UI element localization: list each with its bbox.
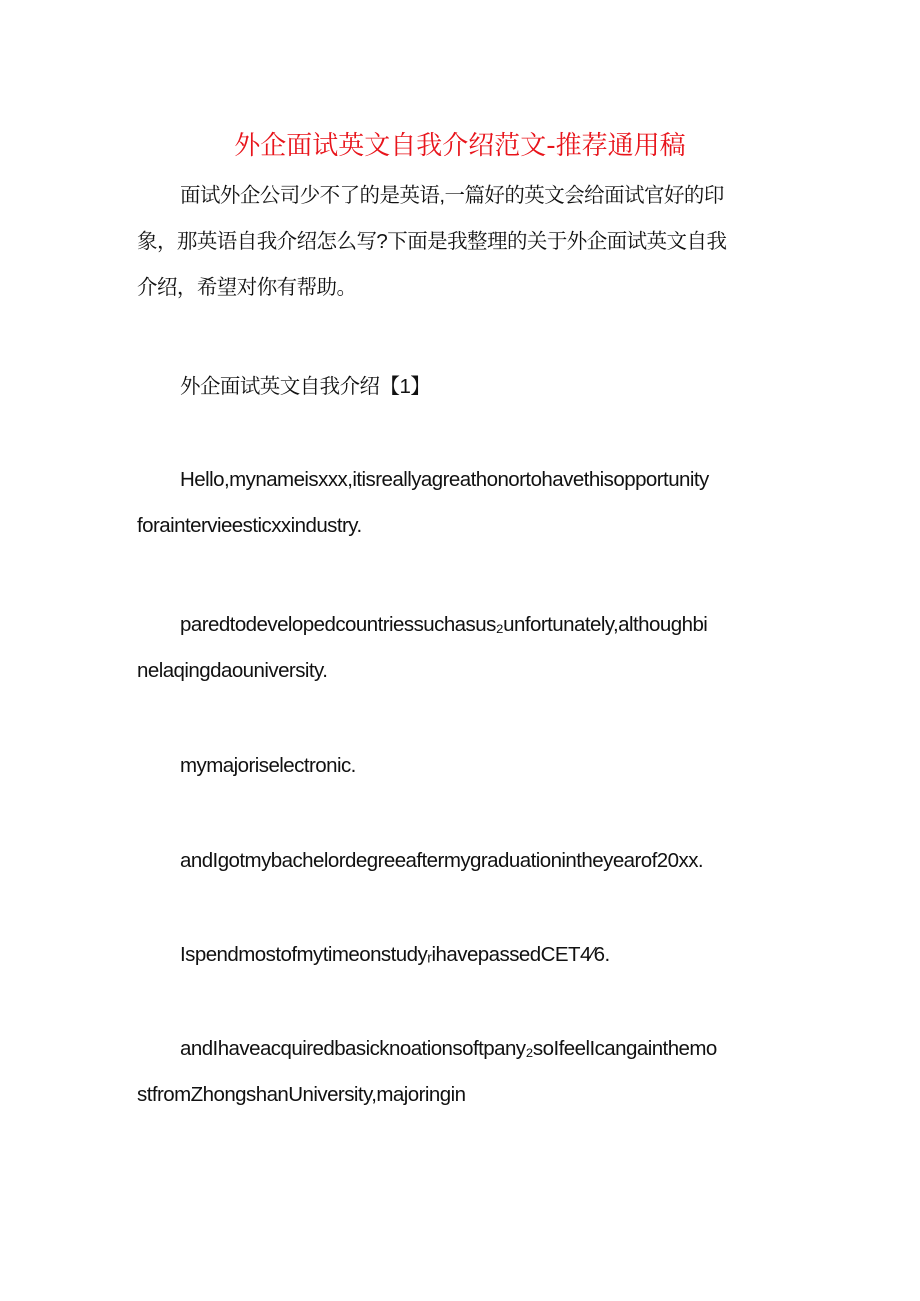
document-title: 外企面试英文自我介绍范文-推荐通用稿 bbox=[234, 131, 686, 161]
section-heading-text: 外企面试英文自我介绍【1】 bbox=[180, 375, 431, 398]
paragraph-4 bbox=[137, 838, 787, 884]
paragraph-line: andIgotmybachelordegreeaftermygraduationintheyearof20xx. bbox=[180, 849, 704, 872]
paragraph-6 bbox=[137, 1026, 787, 1118]
paragraph-line: Hello,mynameisxxx,itisreallyagreathonortohavethisopportunity bbox=[180, 468, 709, 491]
paragraph-2 bbox=[137, 602, 787, 694]
paragraph-1 bbox=[137, 457, 787, 549]
intro-line: 象，那英语自我介绍怎么写?下面是我整理的关于外企面试英文自我 bbox=[137, 230, 727, 253]
paragraph-3 bbox=[137, 743, 787, 789]
paragraph-5 bbox=[137, 932, 787, 978]
paragraph-line: stfromZhongshanUniversity,majoringin bbox=[137, 1083, 466, 1106]
paragraph-line: mymajoriselectronic. bbox=[180, 754, 356, 777]
section-heading bbox=[137, 364, 787, 410]
paragraph-line: paredtodevelopedcountriessuchasus₂unfortunately,althoughbi bbox=[180, 613, 708, 636]
paragraph-line: nelaqingdaouniversity. bbox=[137, 659, 328, 682]
paragraph-line: forainterviеesticxxindustry. bbox=[137, 514, 362, 537]
paragraph-line: andIhaveacquiredbasicknoationsoftpany₂soIfeelIcangainthemo bbox=[180, 1037, 717, 1060]
intro-line: 介绍，希望对你有帮助。 bbox=[137, 276, 357, 299]
intro-line: 面试外企公司少不了的是英语,一篇好的英文会给面试官好的印 bbox=[180, 184, 724, 207]
paragraph-line: IspendmostofmytimeonstudyᵣihavepassedCET4⁄6. bbox=[180, 943, 610, 966]
intro-paragraph bbox=[137, 173, 787, 311]
